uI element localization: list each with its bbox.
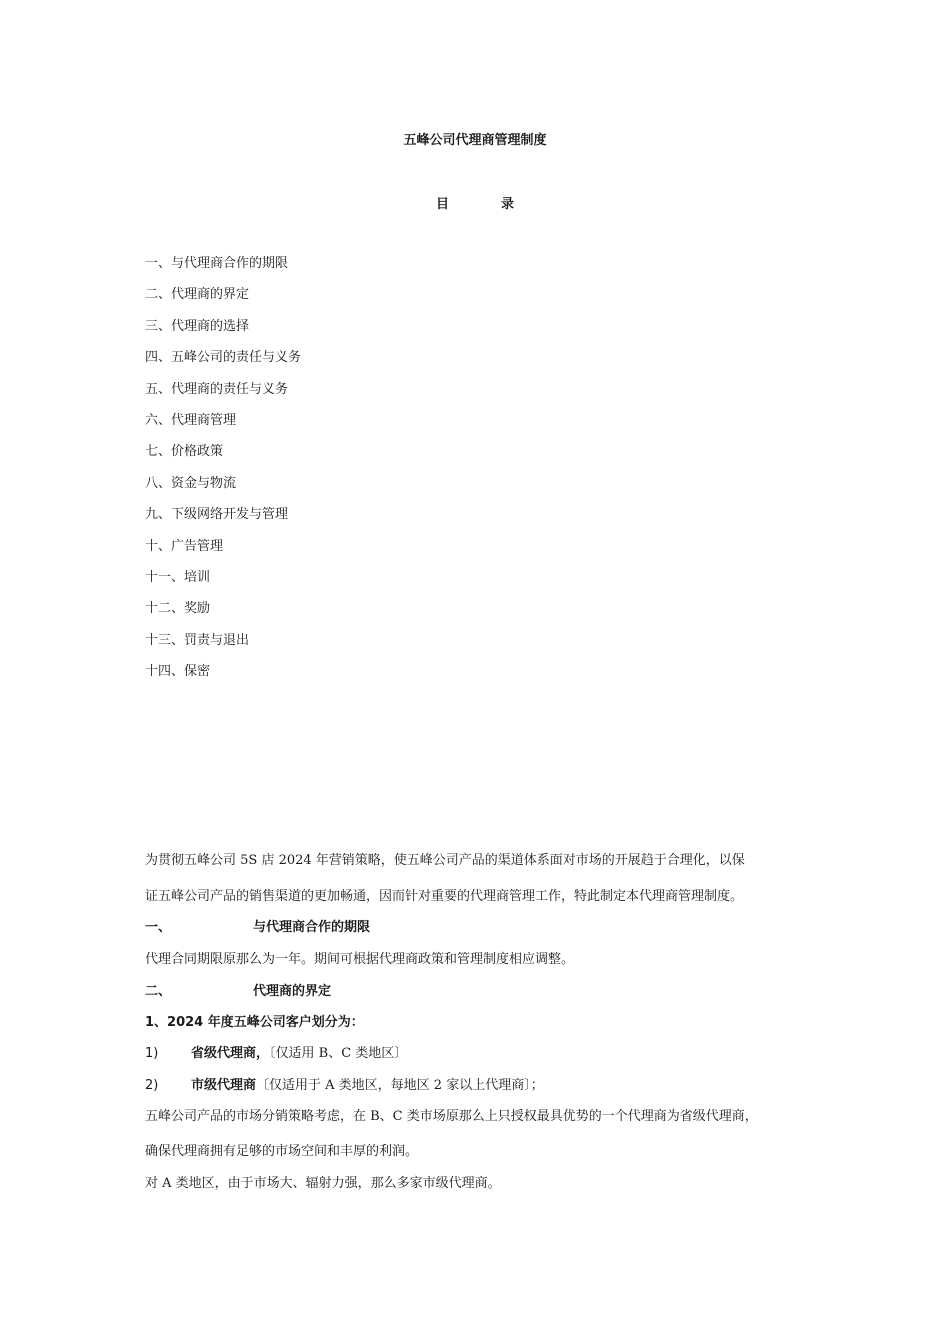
table-of-contents [145,254,301,693]
toc-item: 一、与代理商合作的期限 [145,256,289,271]
toc-item: 三、代理商的选择 [145,318,250,334]
toc-heading-right: 录 [501,197,515,212]
section-number: 二、 [145,984,172,999]
toc-item: 六、代理商管理 [145,412,237,428]
intro-line-2: 证五峰公司产品的销售渠道的更加畅通，因而针对重要的代理商管理工作，特此制定本代理商管理制度。 [145,889,744,904]
intro-line-1: 为贯彻五峰公司 5S 店 2024 年营销策略，使五峰公司产品的渠道体系面对市场的开展趋于合理化，以保 [145,853,745,868]
toc-item: 十、广告管理 [145,538,224,554]
paragraph-line-3: 对 A 类地区，由于市场大、辐射力强，那么多家市级代理商。 [145,1176,501,1191]
section-number: 一、 [145,920,172,935]
item-text: 〔仅适用于 A 类地区，每地区 2 家以上代理商〕； [256,1078,544,1093]
item-bold-label: 省级代理商， [191,1046,270,1061]
toc-item: 八、资金与物流 [145,475,237,491]
toc-item: 十二、奖励 [145,601,211,617]
paragraph-line-2: 确保代理商拥有足够的市场空间和丰厚的利润。 [145,1144,419,1159]
item-bold-label: 市级代理商 [191,1078,257,1093]
section-title: 与代理商合作的期限 [253,920,371,935]
section-1-text: 代理合同期限原那么为一年。期间可根据代理商政策和管理制度相应调整。 [145,952,575,967]
item-number: 1) [145,1046,159,1061]
toc-item: 十一、培训 [145,569,211,585]
toc-heading-left: 目 [435,197,449,212]
toc-item: 五、代理商的责任与义务 [145,381,289,397]
list-item [145,1044,407,1064]
toc-item: 二、代理商的界定 [145,287,250,303]
toc-item: 四、五峰公司的责任与义务 [145,350,302,366]
toc-item: 十四、保密 [145,664,211,680]
section-2-heading [145,982,331,1002]
section-1-heading [145,918,370,938]
item-number: 2) [145,1078,159,1093]
paragraph-line-1: 五峰公司产品的市场分销策略考虑，在 B、C 类市场原那么上只授权最具优势的一个代理商为省级代理商， [145,1109,758,1124]
document-title: 五峰公司代理商管理制度 [403,133,547,148]
section-title: 代理商的界定 [253,984,332,999]
list-item [145,1076,544,1096]
toc-item: 七、价格政策 [145,444,224,460]
toc-item: 十三、罚责与退出 [145,632,250,648]
item-text: 〔仅适用 B、C 类地区〕 [269,1046,408,1061]
toc-item: 九、下级网络开发与管理 [145,507,289,523]
toc-heading [0,193,950,212]
subsection-1-heading: 1、2024 年度五峰公司客户划分为： [145,1015,364,1030]
